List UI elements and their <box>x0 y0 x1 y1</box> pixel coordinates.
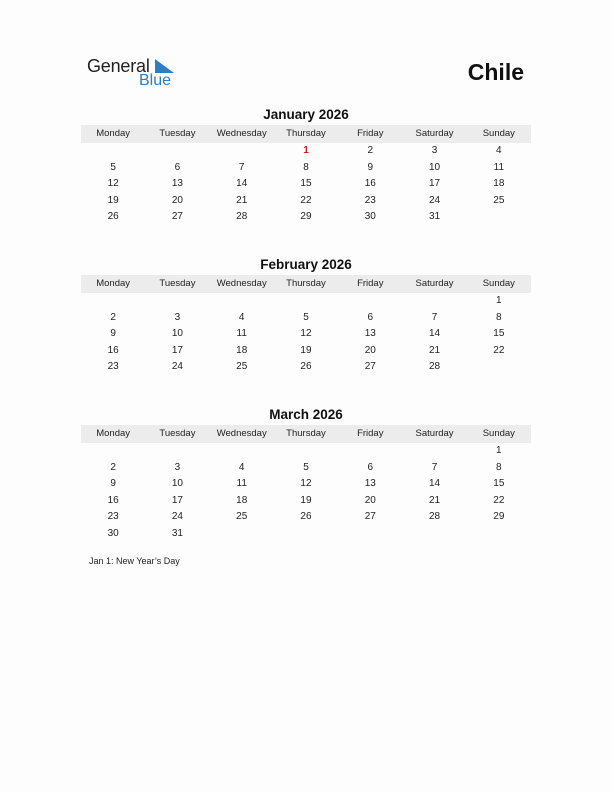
weekday-label: Tuesday <box>159 278 196 289</box>
day-cell: 19 <box>300 344 312 356</box>
day-cell: 10 <box>171 478 183 489</box>
weekday-header-row <box>81 275 531 293</box>
weekday-label: Sunday <box>482 428 515 439</box>
empty-day-cell <box>402 443 466 460</box>
day-cell: 23 <box>107 511 119 522</box>
week-row <box>81 493 531 510</box>
day-cell: 2 <box>367 145 374 156</box>
day-cell: 13 <box>171 178 183 189</box>
day-cell: 18 <box>236 494 248 506</box>
weekday-label: Tuesday <box>159 428 196 439</box>
week-row <box>81 176 531 193</box>
weekday-label: Saturday <box>415 428 454 439</box>
empty-day-cell <box>145 443 209 460</box>
day-cell: 11 <box>236 478 247 489</box>
weekday-label: Friday <box>357 278 384 289</box>
day-cell: 27 <box>364 511 376 522</box>
country-title: Chile <box>467 59 524 85</box>
day-cell: 4 <box>238 311 245 323</box>
week-row <box>81 193 531 210</box>
logo-text-general: General <box>87 56 150 76</box>
empty-day-cell <box>467 359 531 376</box>
empty-day-cell <box>210 443 274 460</box>
empty-day-cell <box>338 526 402 543</box>
day-cell: 22 <box>493 344 505 356</box>
empty-day-cell <box>274 526 338 543</box>
day-cell: 26 <box>300 361 312 372</box>
day-cell: 24 <box>171 361 183 372</box>
weekday-label: Wednesday <box>216 128 267 139</box>
day-cell: 9 <box>110 328 116 339</box>
day-cell: 7 <box>431 311 438 323</box>
week-row <box>81 476 531 493</box>
day-cell: 25 <box>493 194 505 206</box>
empty-day-cell <box>210 143 274 160</box>
day-cell: 8 <box>496 461 502 473</box>
day-cell: 1 <box>496 295 502 306</box>
month-title: February 2026 <box>260 257 352 272</box>
empty-day-cell <box>402 526 466 543</box>
day-cell: 20 <box>364 344 376 356</box>
day-cell: 13 <box>364 328 376 339</box>
week-row <box>81 509 531 526</box>
logo-text-blue: Blue <box>139 72 172 89</box>
day-cell: 31 <box>171 527 183 539</box>
generalblue-logo <box>87 56 187 92</box>
weekday-label: Thursday <box>286 278 326 289</box>
week-row <box>81 460 531 477</box>
day-cell: 25 <box>236 511 248 522</box>
empty-day-cell <box>81 293 145 310</box>
day-cell: 24 <box>428 194 441 206</box>
day-cell: 10 <box>428 161 441 173</box>
holiday-day-cell: 1 <box>303 145 309 156</box>
day-cell: 29 <box>300 211 312 222</box>
day-cell: 3 <box>431 145 438 156</box>
day-cell: 5 <box>110 161 116 173</box>
day-cell: 3 <box>174 461 181 473</box>
day-cell: 26 <box>300 511 312 522</box>
day-cell: 17 <box>171 344 183 356</box>
day-cell: 5 <box>303 461 309 473</box>
day-cell: 16 <box>364 178 376 189</box>
weekday-label: Wednesday <box>216 428 267 439</box>
day-cell: 21 <box>428 344 441 356</box>
day-cell: 6 <box>174 161 181 173</box>
holiday-note: Jan 1: New Year’s Day <box>89 556 180 566</box>
day-cell: 14 <box>428 478 441 489</box>
empty-day-cell <box>467 209 531 226</box>
day-cell: 20 <box>171 194 183 206</box>
weekday-header-row <box>81 425 531 443</box>
day-cell: 26 <box>107 211 119 222</box>
day-cell: 2 <box>110 311 116 323</box>
day-cell: 6 <box>367 311 374 323</box>
week-row <box>81 160 531 177</box>
week-row <box>81 359 531 376</box>
day-cell: 18 <box>236 344 248 356</box>
day-cell: 4 <box>238 461 245 473</box>
day-cell: 31 <box>428 211 441 222</box>
weekday-label: Thursday <box>286 428 326 439</box>
day-cell: 10 <box>171 328 183 339</box>
day-cell: 28 <box>428 361 441 372</box>
weekday-label: Thursday <box>286 128 326 139</box>
day-cell: 28 <box>428 511 441 522</box>
day-cell: 22 <box>300 194 312 206</box>
day-cell: 15 <box>300 178 312 189</box>
day-cell: 12 <box>107 178 119 189</box>
empty-day-cell <box>210 293 274 310</box>
day-cell: 12 <box>300 478 312 489</box>
day-cell: 8 <box>496 311 502 323</box>
day-cell: 19 <box>300 494 312 506</box>
month-title: January 2026 <box>263 107 349 122</box>
month-calendar-february <box>81 256 531 376</box>
empty-day-cell <box>81 143 145 160</box>
week-row <box>81 343 531 360</box>
day-cell: 30 <box>107 527 119 539</box>
day-cell: 23 <box>107 361 119 372</box>
weekday-label: Friday <box>357 128 384 139</box>
day-cell: 18 <box>493 178 505 189</box>
weekday-label: Monday <box>96 428 131 439</box>
day-cell: 2 <box>110 461 116 473</box>
empty-day-cell <box>274 443 338 460</box>
empty-day-cell <box>338 293 402 310</box>
weekday-label: Sunday <box>482 128 515 139</box>
day-cell: 13 <box>364 478 376 489</box>
day-cell: 14 <box>236 178 248 189</box>
weekday-label: Saturday <box>415 128 454 139</box>
day-cell: 28 <box>236 211 248 222</box>
day-cell: 16 <box>107 494 119 506</box>
day-cell: 30 <box>364 211 376 222</box>
week-row <box>81 209 531 226</box>
day-cell: 12 <box>300 328 312 339</box>
weekday-header-row <box>81 125 531 143</box>
week-row <box>81 443 531 460</box>
weekday-label: Tuesday <box>159 128 196 139</box>
day-cell: 5 <box>303 311 309 323</box>
day-cell: 27 <box>171 211 183 222</box>
day-cell: 15 <box>493 328 505 339</box>
day-cell: 7 <box>238 161 245 173</box>
day-cell: 17 <box>171 494 183 506</box>
day-cell: 24 <box>171 511 183 522</box>
day-cell: 4 <box>496 145 502 156</box>
day-cell: 14 <box>428 328 441 339</box>
day-cell: 23 <box>364 194 376 206</box>
week-row <box>81 143 531 160</box>
day-cell: 22 <box>493 494 505 506</box>
day-cell: 25 <box>236 361 248 372</box>
day-cell: 3 <box>174 311 181 323</box>
day-cell: 20 <box>364 494 376 506</box>
day-cell: 21 <box>428 494 441 506</box>
weekday-label: Saturday <box>415 278 454 289</box>
day-cell: 1 <box>496 445 502 456</box>
empty-day-cell <box>145 143 209 160</box>
month-calendar-january <box>81 106 531 226</box>
day-cell: 16 <box>107 344 119 356</box>
empty-day-cell <box>467 526 531 543</box>
day-cell: 11 <box>493 161 505 173</box>
day-cell: 21 <box>236 194 248 206</box>
day-cell: 11 <box>236 328 247 339</box>
empty-day-cell <box>210 526 274 543</box>
day-cell: 27 <box>364 361 376 372</box>
day-cell: 17 <box>428 178 441 189</box>
day-cell: 15 <box>493 478 505 489</box>
weekday-label: Monday <box>96 128 131 139</box>
week-row <box>81 326 531 343</box>
weekday-label: Monday <box>96 278 131 289</box>
weekday-label: Wednesday <box>216 278 267 289</box>
empty-day-cell <box>402 293 466 310</box>
weekday-label: Sunday <box>482 278 515 289</box>
day-cell: 9 <box>367 161 374 173</box>
empty-day-cell <box>81 443 145 460</box>
week-row <box>81 310 531 327</box>
month-calendar-march <box>81 406 531 542</box>
day-cell: 8 <box>303 161 309 173</box>
day-cell: 9 <box>110 478 116 489</box>
month-title: March 2026 <box>269 407 343 422</box>
weekday-label: Friday <box>357 428 384 439</box>
empty-day-cell <box>274 293 338 310</box>
week-row <box>81 526 531 543</box>
day-cell: 6 <box>367 461 374 473</box>
day-cell: 7 <box>431 461 438 473</box>
week-row <box>81 293 531 310</box>
day-cell: 29 <box>493 511 505 522</box>
empty-day-cell <box>145 293 209 310</box>
day-cell: 19 <box>107 194 119 206</box>
empty-day-cell <box>338 443 402 460</box>
